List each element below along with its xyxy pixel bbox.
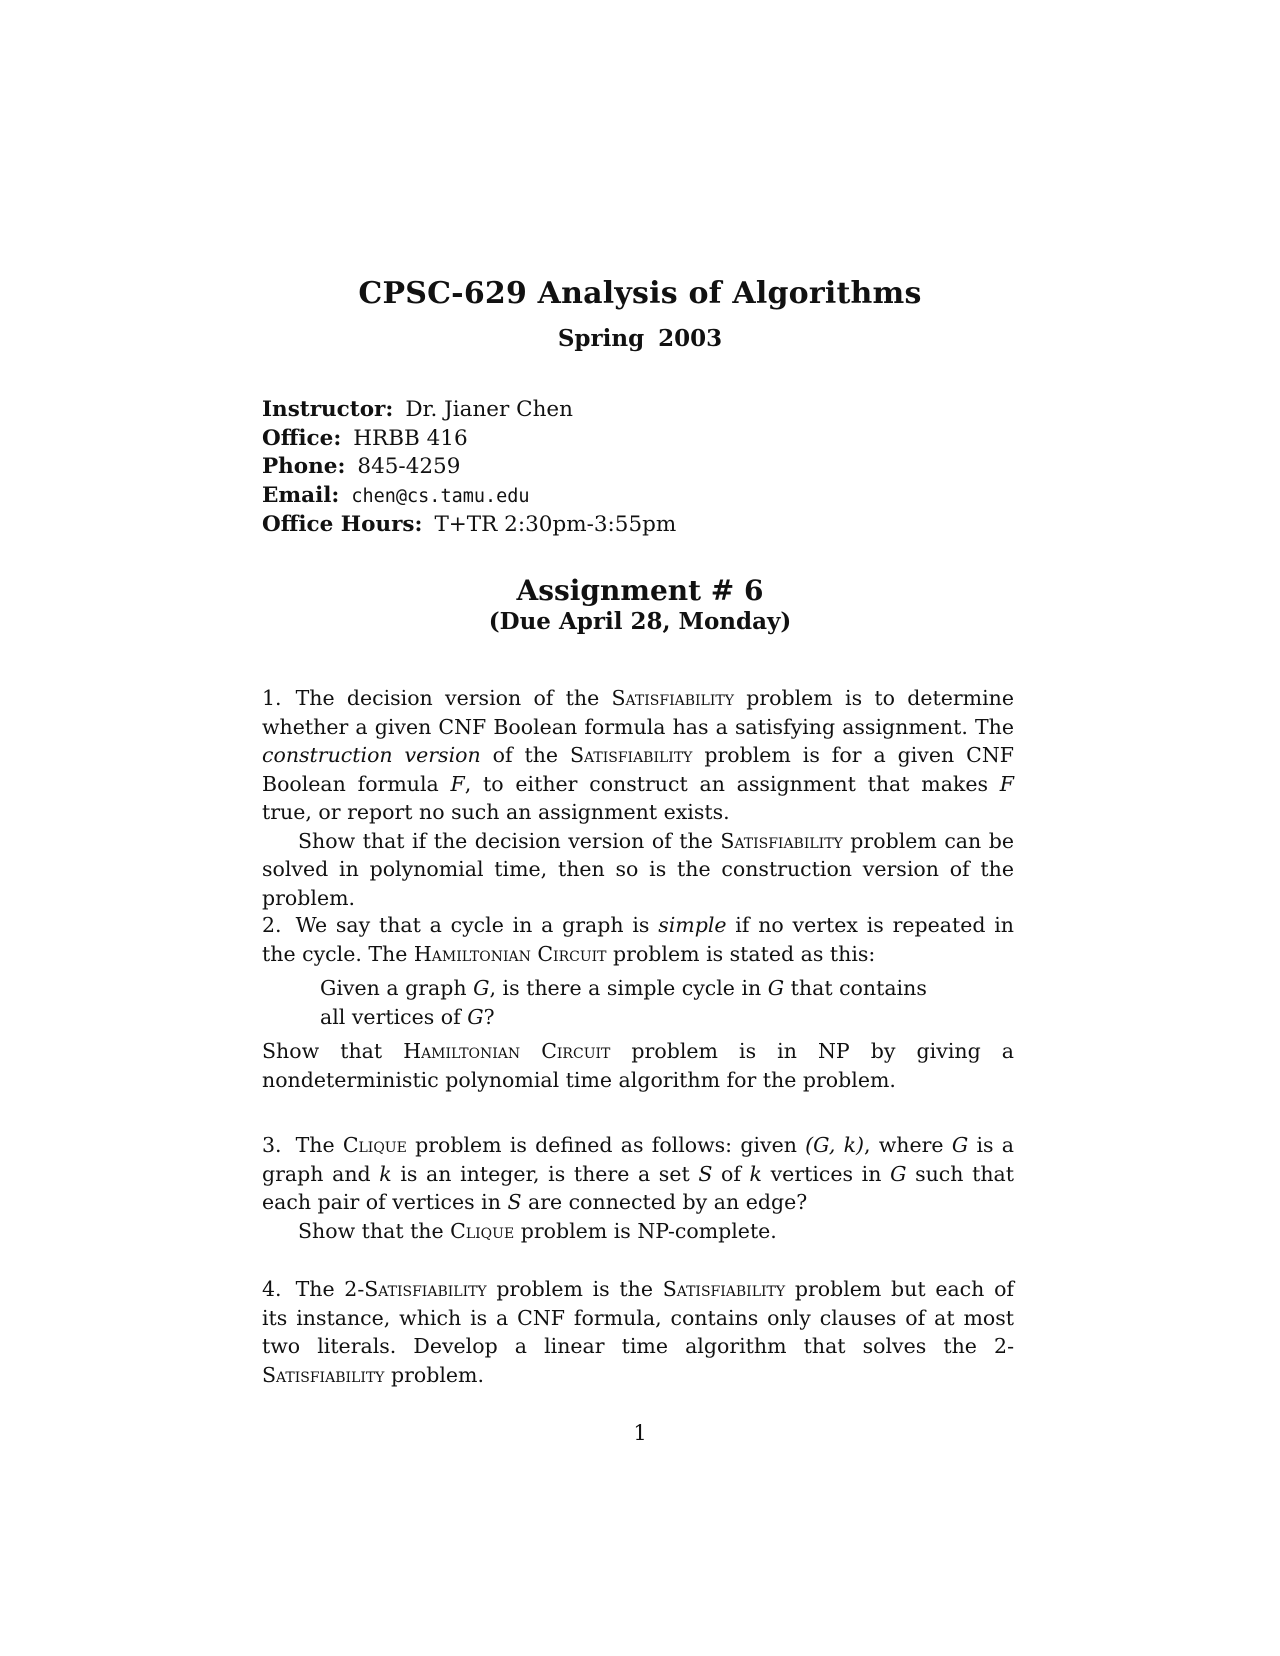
text-run: that contains all vertices of xyxy=(320,976,927,1029)
instructor-value: Dr. Jianer Chen xyxy=(405,397,573,422)
text-run: problem is for a given CNF Boolean formula xyxy=(262,743,1014,796)
question-2 xyxy=(262,911,1014,1094)
question-3-paragraph-2 xyxy=(262,1217,1014,1246)
assignment-title: Assignment # 6 xyxy=(516,574,764,607)
instructor-row xyxy=(262,396,676,425)
question-1-paragraph-2 xyxy=(262,827,1014,913)
text-run: problem is to determine whether a given CNF Boolean formula has a satisfying assignment. The xyxy=(262,686,1014,739)
emphasis-term: construction version xyxy=(262,743,481,767)
math-variable: F xyxy=(999,771,1015,796)
problem-name: Satisfiability xyxy=(262,1362,385,1387)
office-row xyxy=(262,425,676,454)
text-run: vertices in xyxy=(761,1161,891,1186)
text-run: Given a graph xyxy=(320,976,474,1000)
text-run: Show that if the decision version of the xyxy=(298,828,721,853)
problem-name: Hamiltonian Circuit xyxy=(403,1039,611,1063)
problem-name: Satisfiability xyxy=(720,828,843,853)
text-run: problem but each of its instance, which is a CNF formula, contains only clauses of at most two literals. Develop a linear time algorithm that solves the 2- xyxy=(262,1277,1014,1358)
text-run: is a graph and xyxy=(262,1133,1014,1186)
text-run: of the xyxy=(480,743,570,767)
question-1-paragraph-1 xyxy=(262,684,1014,827)
text-run: , is there a simple cycle in xyxy=(489,976,768,1000)
email-label: Email: xyxy=(262,482,340,508)
text-run: of xyxy=(712,1161,750,1186)
problem-statement-quote xyxy=(320,974,954,1031)
math-variable: G xyxy=(473,976,490,1000)
problem-name: Clique xyxy=(342,1133,407,1157)
text-run: Show that xyxy=(262,1039,404,1063)
instructor-info xyxy=(262,396,676,540)
math-variable: S xyxy=(507,1190,522,1214)
emphasis-term: simple xyxy=(658,913,727,937)
text-run: is an integer, is there a set xyxy=(391,1161,699,1186)
math-variable: G xyxy=(890,1161,907,1186)
email-row xyxy=(262,482,676,512)
question-4-number: 4. xyxy=(262,1277,282,1301)
math-variable: G xyxy=(467,1004,484,1029)
phone-row xyxy=(262,453,676,482)
text-run: The decision version of the xyxy=(295,686,612,710)
assignment-due-date: (Due April 28, Monday) xyxy=(488,608,792,635)
question-2-number: 2. xyxy=(262,913,282,937)
text-run: problem is stated as this: xyxy=(606,941,876,966)
text-run: problem can be solved in polynomial time, then so is the construction version of the problem. xyxy=(262,828,1014,910)
text-run: problem is defined as follows: given xyxy=(406,1133,806,1157)
course-title: CPSC-629 Analysis of Algorithms xyxy=(358,276,922,311)
email-value: chen@cs.tamu.edu xyxy=(351,485,530,507)
question-1-number: 1. xyxy=(262,686,282,710)
text-run: We say that a cycle in a graph is xyxy=(295,913,659,937)
text-run: are connected by an edge? xyxy=(521,1190,808,1214)
question-3-paragraph-1 xyxy=(262,1131,1014,1217)
page-number: 1 xyxy=(633,1421,647,1445)
math-variable: F xyxy=(450,771,465,796)
question-4-paragraph-1 xyxy=(262,1275,1014,1389)
text-run: ? xyxy=(483,1004,495,1029)
office-label: Office: xyxy=(262,425,342,451)
text-run: such that each pair of vertices in xyxy=(262,1161,1015,1214)
math-variable: S xyxy=(698,1161,713,1186)
math-variable: G xyxy=(951,1133,969,1157)
problem-name: Satisfiability xyxy=(662,1277,786,1301)
problem-name: Clique xyxy=(450,1218,515,1243)
text-run: problem. xyxy=(384,1362,484,1387)
text-run: The xyxy=(295,1133,343,1157)
office-hours-row xyxy=(262,511,676,540)
question-2-paragraph-2 xyxy=(262,1037,1014,1094)
instructor-label: Instructor: xyxy=(262,397,394,422)
office-hours-label: Office Hours: xyxy=(262,512,423,537)
phone-label: Phone: xyxy=(262,454,346,479)
term: Spring 2003 xyxy=(557,325,723,352)
text-run: problem is NP-complete. xyxy=(514,1218,777,1243)
question-2-paragraph-1 xyxy=(262,911,1014,968)
text-run: , where xyxy=(864,1133,952,1157)
text-run: problem is the xyxy=(486,1277,663,1301)
math-variable: k xyxy=(379,1161,392,1186)
text-run: Show that the xyxy=(298,1218,451,1243)
question-4 xyxy=(262,1275,1014,1389)
question-3-number: 3. xyxy=(262,1133,282,1157)
text-run: The 2- xyxy=(295,1277,365,1301)
office-value: HRBB 416 xyxy=(353,425,468,451)
text-run: true, or report no such an assignment exists. xyxy=(262,800,730,824)
problem-name: Satisfiability xyxy=(569,743,693,767)
question-1 xyxy=(262,684,1014,912)
phone-value: 845-4259 xyxy=(357,454,461,479)
text-run: if no vertex is repeated in the cycle. The xyxy=(262,913,1014,966)
problem-name: Satisfiability xyxy=(611,686,734,710)
math-variable: G xyxy=(767,976,785,1000)
question-3 xyxy=(262,1131,1014,1245)
text-run: , to either construct an assignment that makes xyxy=(464,771,1000,796)
text-run: problem is in NP by giving a nondeterministic polynomial time algorithm for the problem. xyxy=(262,1039,1014,1092)
math-variable: k xyxy=(749,1161,762,1186)
math-expression: (G, k) xyxy=(805,1133,864,1157)
problem-name: Satisfiability xyxy=(364,1277,487,1301)
office-hours-value: T+TR 2:30pm-3:55pm xyxy=(434,512,677,537)
problem-name: Hamiltonian Circuit xyxy=(413,941,607,966)
